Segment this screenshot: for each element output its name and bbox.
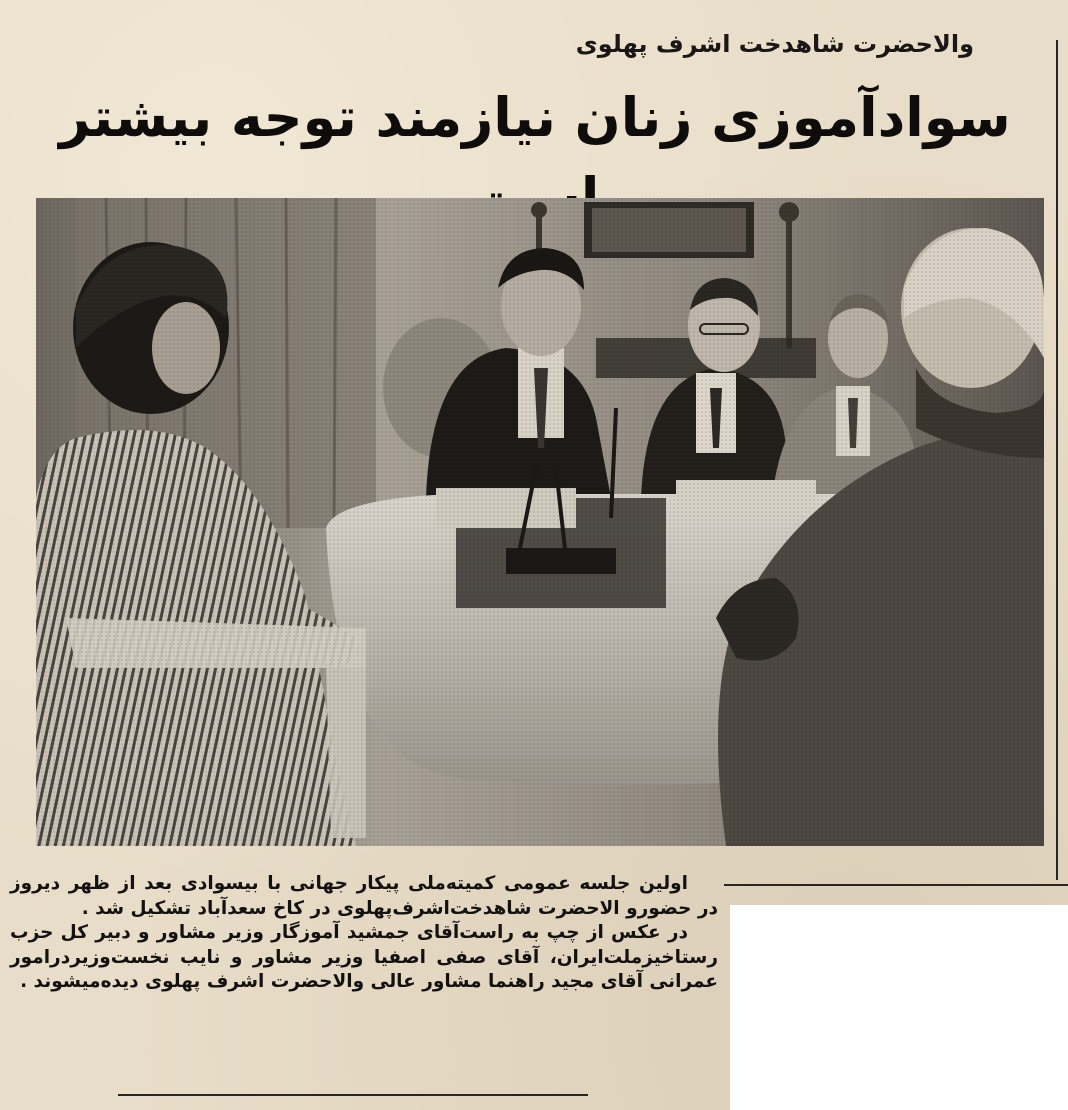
blank-area	[730, 905, 1068, 1110]
caption-paragraph: اولین جلسه عمومی کمیته‌ملی پیکار جهانی با بیسوادی بعد از ظهر دیروز در حضورو الاحضرت شاهدخت‌اشرف‌پهلوی در کاخ سعدآباد تشکیل شد .	[10, 873, 718, 919]
column-rule-vertical	[1056, 40, 1058, 880]
caption-paragraph: در عکس از چپ به راست‌آقای جمشید آموزگار وزیر مشاور و دبیر کل حزب رستاخیزملت‌ایران، آقای صفی اصفیا وزیر مشاور و نایب نخست‌وزیردرامور عمرانی آقای مجید راهنما مشاور عالی والاحضرت اشرف پهلوی دیده‌میشوند .	[10, 922, 718, 992]
article-kicker: والاحضرت شاهدخت اشرف پهلوی	[575, 30, 974, 58]
article-caption	[10, 872, 718, 995]
meeting-photo	[36, 198, 1044, 846]
article-headline: سوادآموزی زنان نیازمند توجه بیشتر	[59, 86, 1011, 149]
column-rule-bottom	[118, 1094, 588, 1096]
photo-halftone-overlay	[36, 198, 1044, 846]
column-rule-horizontal	[724, 884, 1068, 886]
